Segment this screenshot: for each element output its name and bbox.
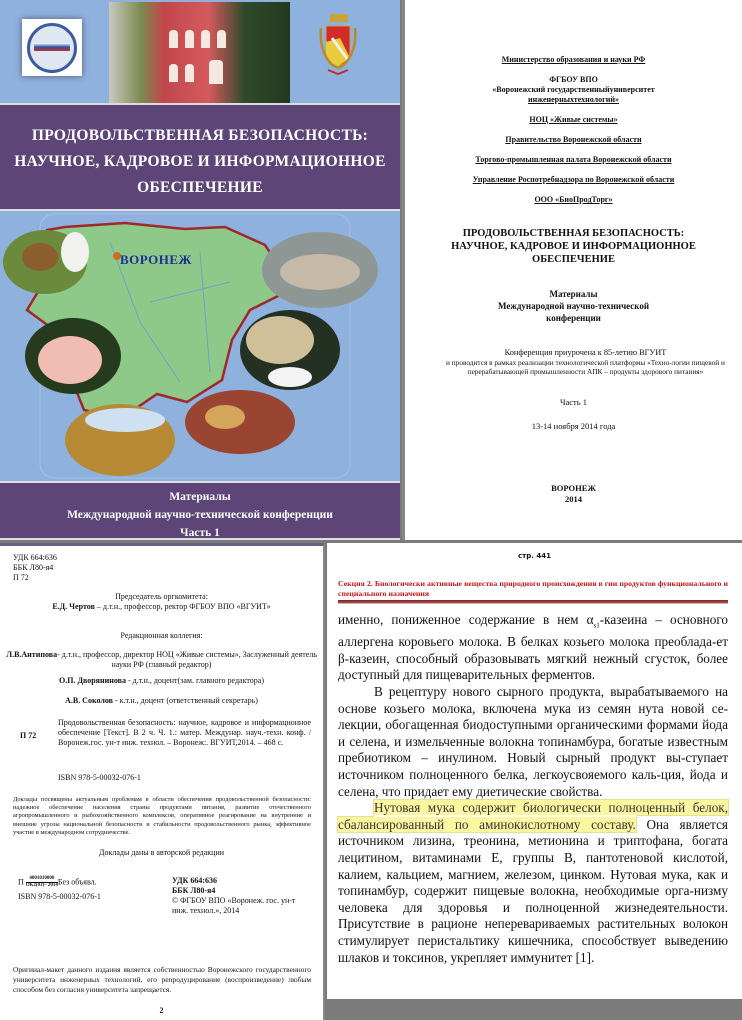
udk-code: УДК 664:636	[172, 876, 218, 885]
materials-line: Материалы	[549, 289, 598, 299]
conference-platform: и проводится в рамках реализации технологической платформы «Техно-логии пищевой и перерабатывающей промышленности АПК – продукты здорового питания»	[446, 358, 725, 376]
organizer: Министерство образования и науки РФ	[501, 55, 646, 64]
chair-label: Председатель оргкомитета:	[115, 592, 208, 601]
cover-subtitle	[0, 481, 400, 540]
year: 2014	[565, 494, 582, 504]
organizer: «Воронежский государственныйуниверситет	[492, 85, 655, 94]
heading-line: НАУЧНОЕ, КАДРОВОЕ И ИНФОРМАЦИОННОЕ	[451, 241, 696, 252]
bibliographic-record	[20, 718, 311, 748]
organizer: Торгово-промышленная палата Воронежской области	[475, 155, 672, 164]
isbn: ISBN 978-5-00032-076-1	[58, 773, 141, 782]
materials-line: Международной научно-технической	[497, 301, 650, 311]
voronezh-region-map	[0, 212, 400, 480]
city: ВОРОНЕЖ	[551, 483, 596, 493]
organizer-list	[405, 55, 742, 215]
imprint-index	[18, 876, 101, 902]
member-name: А.В. Соколов	[65, 696, 113, 705]
udk-code: УДК 664:636	[13, 553, 57, 562]
member-name: Л.В.Антипова	[6, 650, 58, 659]
cover-title	[0, 103, 400, 211]
conference-dedication: Конференция приурочена к 85-летию ВГУИТ	[504, 348, 667, 357]
cover-title-line: НАУЧНОЕ, КАДРОВОЕ И ИНФОРМАЦИОННОЕ	[14, 153, 386, 170]
title-page-heading	[405, 227, 742, 266]
chair-desc: – д.т.н., профессор, ректор ФГБОУ ВПО «ВГУИТ»	[94, 602, 271, 611]
organizer: инженерныхтехнологий»	[528, 95, 619, 104]
page-label: стр. 441	[518, 552, 551, 560]
cover-part-label: Часть 1	[180, 527, 220, 539]
university-logo	[22, 19, 82, 76]
conference-date: 13-14 ноября 2014 года	[531, 421, 616, 431]
organizer: НОЦ «Живые системы»	[529, 115, 618, 124]
abstract: Доклады посвящены актуальным проблемам в области обеспечения продовольственной безопасности: надежное обеспечение населения страны продуктами питания, развитие отечественного агропромышленного и рыбохозяйственного комплексов, оперативное реагирование на внутренние и внешние угрозы национальной безопасности и стабильности продовольственного рынка, эффективное участие в международном сотрудничестве.	[13, 796, 311, 836]
materials-label	[405, 288, 742, 324]
imprint-fraction	[26, 876, 58, 889]
conference-note	[435, 347, 736, 376]
cover-page	[0, 0, 400, 540]
organizer: ООО «БиоПродТорг»	[534, 195, 613, 204]
organizer: Управление Роспотребнадзора по Воронежской области	[472, 175, 675, 184]
chair	[0, 592, 323, 612]
author-edition-note: Доклады даны в авторской редакции	[98, 848, 224, 857]
chair-name: Е.Д. Чертов	[52, 602, 95, 611]
imprint-place	[405, 483, 742, 505]
part-label: Часть 1	[559, 397, 588, 407]
section-heading: Секция 2. Биологически активные вещества природного происхождения в гии продуктов функционального и специального назначения	[338, 579, 728, 598]
title-page	[402, 0, 742, 540]
member-name: О.П. Дворянинова	[59, 676, 126, 685]
imprint-page	[0, 543, 325, 1020]
bbk-code: ББК Л80-я4	[172, 886, 216, 895]
member-desc: - д.т.н., доцент(зам. главного редактора)	[125, 676, 264, 685]
heading-line: ОБЕСПЕЧЕНИЕ	[532, 254, 615, 265]
author-mark: П 72	[13, 573, 29, 582]
article-body	[338, 612, 728, 966]
imprint-note: Без объявл.	[57, 877, 97, 887]
cover-title-line: ОБЕСПЕЧЕНИЕ	[137, 179, 263, 196]
highlighted-text[interactable]: Нутовая мука содержит биологически полноценный белок, сбалансированный по аминокислотному составу.	[338, 800, 728, 832]
editorial-member	[0, 676, 323, 686]
copyright-notice: Оригинал-макет данного издания является собственностью Воронежского государственного университета инженерных технологий, его репродуцирование (воспроизведение) любым способом без согласия университета запрещается.	[13, 965, 311, 994]
editorial-label: Редакционная коллегия:	[120, 631, 203, 640]
member-desc: - д.т.н., профессор, директор НОЦ «Живые системы», Заслуженный деятель науки РФ (главный редактор)	[57, 650, 317, 669]
heading-line: ПРОДОВОЛЬСТВЕННАЯ БЕЗОПАСНОСТЬ:	[462, 228, 685, 239]
ref-code: П 72	[20, 731, 37, 740]
cover-subtitle-line: Международной научно-технической конференции	[67, 509, 333, 521]
map-city-label: ВОРОНЕЖ	[120, 252, 192, 267]
text: именно, пониженное содержание в нем α	[338, 612, 594, 627]
organizer: Правительство Воронежской области	[505, 135, 642, 144]
imprint-numerator: 4001010000	[26, 876, 58, 883]
paragraph	[338, 800, 728, 966]
member-desc: - к.т.н., доцент (ответственный секретарь)	[112, 696, 258, 705]
cover-title-line: ПРОДОВОЛЬСТВЕННАЯ БЕЗОПАСНОСТЬ:	[31, 127, 369, 144]
paragraph: В рецептуру нового сырного продукта, вырабатываемого на основе козьего молока, включена мука из семян нута новой се-лекции, обогащенная биодоступными органическими формами йода и селена, и измельченные волокна топинамбура, богатые известным пребиотиком – инулином. Новый сырный продукт вы-ступает источником полноценного белка, легкоусвояемого каль-ция, йода и селена, что придает ему диетические свойства.	[338, 684, 728, 799]
section-divider	[338, 600, 728, 604]
university-building-photo	[109, 2, 290, 103]
cover-subtitle-line: Материалы	[169, 491, 231, 503]
editorial-member	[0, 650, 323, 670]
imprint-p: П	[18, 877, 24, 887]
voronezh-coat-of-arms	[318, 12, 358, 86]
page-number: 2	[159, 1006, 164, 1015]
subscript: s1	[593, 621, 600, 630]
materials-line: конференции	[546, 313, 601, 323]
editorial-member	[0, 696, 323, 706]
classification-codes	[13, 553, 57, 583]
paragraph	[338, 612, 728, 684]
organizer: ФГБОУ ВПО	[549, 75, 598, 84]
text: -казеина – основного аллергена коровьего молока. В белках козьего молока преоблада-ет β-казеин, способный образовывать мягкий нежный сгусток, более доступный для пищеварительных ферментов.	[338, 612, 728, 683]
article-excerpt	[327, 543, 742, 999]
imprint-denominator: ОК2(03)– 2014	[25, 883, 58, 888]
bbk-code: ББК Л80-я4	[13, 563, 54, 572]
copyright-block	[172, 876, 297, 916]
text: Она является источником лизина, треонина, метионина и триптофана, богата лецитином, витаминами Е, группы В, пантотеновой кислотой, калием, кальцием, магнием, железом, цинком. Нутовая мука, как и топинамбур, содержит пищевые волокна, необходимые орга-низму человека для здоровья и полноценной жизнедеятельности. Присутствие в рационе неперевариваемых растительных волокон стимулирует перистальтику кишечника, способствует выведению шлаков и токсинов, укрепляет иммунитет [1].	[338, 816, 728, 965]
isbn: ISBN 978-5-00032-076-1	[18, 892, 101, 901]
ref-text: Продовольственная безопасность: научное, кадровое и информационное обеспечение [Текст]. В 2 ч. Ч. 1.: матер. Междунар. науч.-техн. конф. /Воронеж.гос. ун-т инж. технол. – Воронеж:. ВГУИТ,2014. – 468 с.	[58, 718, 311, 747]
copyright: © ФГБОУ ВПО «Воронеж. гос. ун-т инж. технол.», 2014	[172, 896, 296, 915]
